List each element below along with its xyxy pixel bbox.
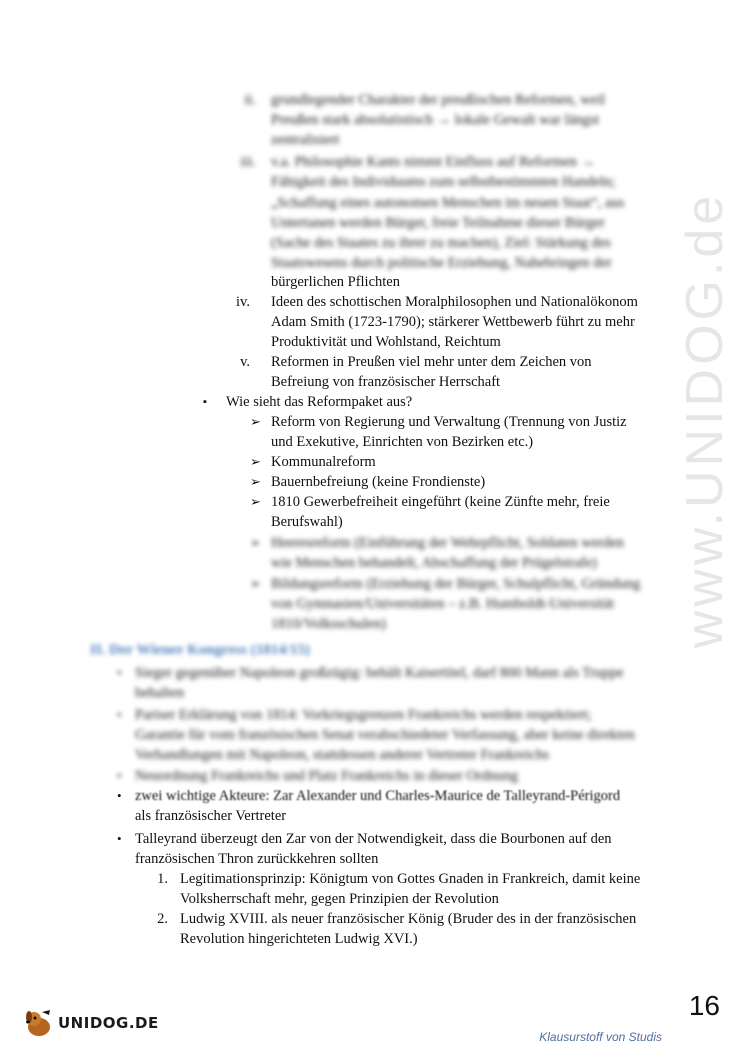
roman-marker-ii: ii. (244, 92, 256, 108)
blurred-text: 1810/Volksschulen) (271, 616, 386, 632)
text-line: Wie sieht das Reformpaket aus? (226, 394, 413, 410)
number-marker: 2. (157, 911, 168, 927)
roman-marker-iii: iii. (240, 154, 256, 170)
text-line: Legitimationsprinzip: Königtum von Gottes Gnaden in Frankreich, damit keine (180, 871, 641, 887)
blurred-text: Bildungsreform (Erziehung der Bürger, Schulpflicht, Gründung (271, 576, 641, 592)
arrow-bullet-icon: ➢ (250, 576, 261, 591)
section-heading: II. Der Wiener Kongress (1814/15) (90, 642, 310, 658)
text-line: Revolution hingerichteten Ludwig XVI.) (180, 931, 418, 947)
blurred-text: v.a. Philosophie Kants nimmt Einfluss auf Reformen → (271, 154, 596, 170)
blurred-text: Garantie für vom französischen Senat verabschiedeter Verfassung, aber keine direkten (135, 727, 635, 743)
blurred-text: Sieger gegenüber Napoleon großzügig: behält Kaisertitel, darf 800 Mann als Truppe (135, 665, 624, 681)
blurred-text: Neuordnung Frankreichs und Platz Frankreichs in dieser Ordnung (135, 768, 518, 784)
blurred-text: Heeresreform (Einführung der Wehrpflicht, Soldaten werden (271, 535, 624, 551)
logo-text: UNIDOG.DE (58, 1014, 159, 1032)
text-line: 1810 Gewerbefreiheit eingeführt (keine Zünfte mehr, freie (271, 494, 610, 510)
text-line: Reformen in Preußen viel mehr unter dem Zeichen von (271, 354, 592, 370)
bullet-icon: • (117, 831, 122, 846)
arrow-bullet-icon: ➢ (250, 535, 261, 550)
blurred-text: zentralisiert (271, 132, 340, 148)
text-line: französischen Thron zurückkehren sollten (135, 851, 379, 867)
text-line: Befreiung von französischer Herrschaft (271, 374, 501, 390)
blurred-text: grundlegender Charakter der preußischen Reformen, weil (271, 92, 606, 108)
text-line: Berufswahl) (271, 514, 343, 530)
arrow-bullet-icon: ➢ (250, 414, 261, 429)
text-line: Bauernbefreiung (keine Frondienste) (271, 474, 486, 490)
text-line: als französischer Vertreter (135, 808, 287, 824)
roman-marker-iv: iv. (236, 294, 250, 310)
text-line: Volksherrschaft mehr, gegen Prinzipien der Revolution (180, 891, 499, 907)
square-bullet-icon: ▪ (203, 396, 207, 408)
blurred-text: Verhandlungen mit Napoleon, stattdessen anderer Vertreter Frankreichs (135, 747, 550, 763)
text-line: Ideen des schottischen Moralphilosophen und Nationalökonom (271, 294, 638, 310)
text-line: Produktivität und Wohlstand, Reichtum (271, 334, 501, 350)
blurred-text: „Schaffung eines autonomen Menschen im neuen Staat“, aus (271, 195, 625, 211)
page-number: 16 (688, 990, 720, 1021)
text-line: Talleyrand überzeugt den Zar von der Notwendigkeit, dass die Bourbonen auf den (135, 831, 612, 847)
partially-obscured-text: zwei wichtige Akteure: Zar Alexander und Charles-Maurice de Talleyrand-Périgord (135, 788, 621, 804)
roman-marker-v: v. (240, 354, 250, 370)
text-line: Ludwig XVIII. als neuer französischer König (Bruder des in der französischen (180, 911, 637, 927)
blurred-text: Staatswesens durch politische Erziehung, Nahebringen der (271, 255, 612, 271)
bullet-icon: • (117, 788, 122, 803)
blurred-text: Pariser Erklärung von 1814: Vorkriegsgrenzen Frankreichs werden respektiert; (135, 707, 592, 723)
text-line: Adam Smith (1723-1790); stärkerer Wettbewerb führt zu mehr (271, 314, 635, 330)
footer-text: Klausurstoff von Studis (539, 1030, 662, 1044)
blurred-text: Fähigkeit des Individuums zum selbstbestimmten Handeln; (271, 174, 616, 190)
bullet-icon: • (117, 665, 122, 680)
bullet-icon: • (117, 768, 122, 783)
blurred-text: (Sache des Staates zu ihrer zu machen), Ziel: Stärkung des (271, 235, 611, 251)
text-line: bürgerlichen Pflichten (271, 274, 400, 290)
number-marker: 1. (157, 871, 168, 887)
arrow-bullet-icon: ➢ (250, 454, 261, 469)
blurred-text: von Gymnasien/Universitäten – z.B. Humboldt-Universität (271, 596, 615, 612)
watermark: www.UNIDOG.de (676, 191, 734, 649)
bullet-icon: • (117, 707, 122, 722)
arrow-bullet-icon: ➢ (250, 474, 261, 489)
blurred-text: Preußen stark absolutistisch → lokale Gewalt war längst (271, 112, 600, 128)
text-line: Kommunalreform (271, 454, 376, 470)
dog-icon (22, 1008, 56, 1038)
unidog-logo (22, 1008, 159, 1038)
blurred-text: wie Menschen behandelt, Abschaffung der Prügelstrafe) (271, 555, 597, 571)
text-line: und Exekutive, Einrichten von Bezirken etc.) (271, 434, 534, 450)
text-line: Reform von Regierung und Verwaltung (Trennung von Justiz (271, 414, 627, 430)
arrow-bullet-icon: ➢ (250, 494, 261, 509)
blurred-text: Untertanen werden Bürger, freie Teilnahme dieser Bürger (271, 215, 605, 231)
blurred-text: behalten (135, 685, 185, 701)
